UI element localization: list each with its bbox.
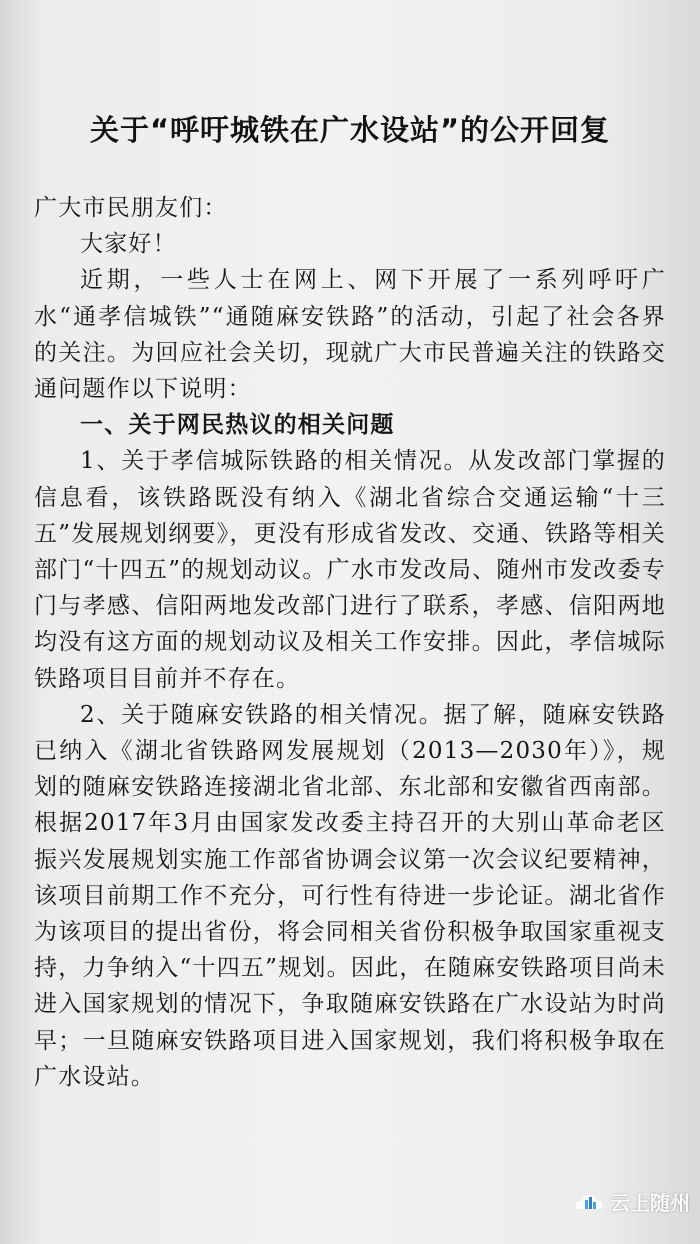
greeting: 大家好！: [80, 231, 177, 258]
intro-paragraph: 近期，一些人士在网上、网下开展了一系列呼吁广水“通孝信城铁”“通随麻安铁路”的活动，引起了社会各界的关注。为回应社会关切，现就广大市民普遍关注的铁路交通问题作以下说明：: [34, 267, 666, 403]
salutation: 广大市民朋友们：: [34, 195, 228, 221]
paragraph-item-2: 2、关于随麻安铁路的相关情况。据了解，随麻安铁路已纳入《湖北省铁路网发展规划（2013—2030年）》，规划的随麻安铁路连接湖北省北部、东北部和安徽省西南部。根据2017年3月由国家发改委主持召开的大别山革命老区振兴发展规划实施工作部省协调会议第一次会议纪要精神，该项目前期工作不充分，可行性有待进一步论证。湖北省作为该项目的提出省份，将会同相关省份积极争取国家重视支持，力争纳入“十四五”规划。因此，在随麻安铁路项目尚未进入国家规划的情况下，争取随麻安铁路在广水设站为时尚早；一旦随麻安铁路项目进入国家规划，我们将积极争取在广水设站。: [34, 701, 666, 1090]
cloud-building-logo-icon: [574, 1191, 604, 1213]
paragraph-item-1: 1、关于孝信城际铁路的相关情况。从发改部门掌握的信息看，该铁路既没有纳入《湖北省综合交通运输“十三五”发展规划纲要》，更没有形成省发改、交通、铁路等相关部门“十四五”的规划动议。广水市发改局、随州市发改委专门与孝感、信阳两地发改部门进行了联系，孝感、信阳两地均没有这方面的规划动议及相关工作安排。因此，孝信城际铁路项目目前并不存在。: [34, 448, 666, 692]
section-heading: 一、关于网民热议的相关问题: [80, 412, 395, 439]
document-title: 关于“呼吁城铁在广水设站”的公开回复: [89, 113, 611, 147]
watermark: [574, 1187, 690, 1216]
document-body: [34, 190, 666, 1095]
watermark-text: 云上随州: [610, 1191, 690, 1215]
